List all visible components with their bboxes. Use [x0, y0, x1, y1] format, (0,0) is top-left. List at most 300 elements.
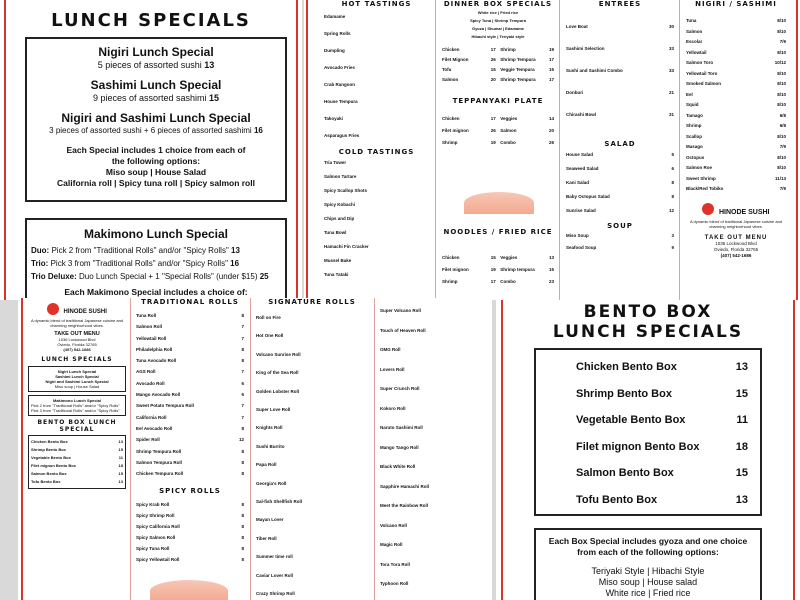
spicy-list [136, 499, 244, 565]
bento-item-label: Tofu Bento Box [576, 493, 658, 506]
grid-cell [442, 113, 496, 125]
nigiri-price: 7/9 [779, 144, 786, 149]
entree-price: 33 [668, 46, 674, 51]
nigiri-label: Escolar [686, 39, 703, 44]
nigiri-label: Yellowtail [686, 49, 707, 55]
grid-cell [442, 125, 496, 137]
spicy-roll [136, 499, 244, 510]
mini-bento [31, 438, 123, 446]
sun-logo-icon [702, 203, 714, 215]
mini-bento [31, 446, 123, 454]
grid-price: 15 [548, 267, 554, 272]
trad-roll-price: 7 [241, 335, 244, 341]
lunch-specials-page [0, 0, 302, 300]
nigiri-label: Shrimp [686, 123, 702, 128]
cold-item: Tuna Tataki [324, 272, 349, 277]
special-2-price: 15 [209, 93, 220, 103]
noodle-grid [442, 252, 554, 288]
mini-bento [31, 478, 123, 486]
sig-roll: Papa Roll [256, 462, 277, 468]
bento-item [576, 487, 748, 514]
trad-roll [136, 400, 244, 411]
cold-item: Hamachi Fin Cracker [324, 244, 369, 249]
sig2-roll: Meet the Rainbow Roll [380, 503, 429, 508]
sig-roll: Crazy Shrimp Roll [256, 591, 295, 597]
trio-price: 16 [230, 259, 240, 268]
mini-bento [31, 454, 123, 462]
nigiri [686, 90, 786, 101]
sig2-roll: Super Crunch Roll [380, 386, 420, 391]
sig2-roll: Mango Tango Roll [380, 444, 419, 450]
mini-mak-1: Pick 2 from "Traditional Rolls" and/or "Spicy Rolls" [31, 403, 120, 408]
spicy-roll [136, 543, 244, 554]
spicy-roll [136, 532, 244, 543]
nigiri-price: 8/10 [777, 28, 786, 34]
sig-roll: Georgia's Roll [256, 480, 287, 486]
hot-item: Avocado Fries [324, 65, 355, 70]
mini-tagline: A dynamic blend of traditional Japanese cuisine and charming neighborhood vibes. [30, 318, 124, 328]
hot-item: Asparagus Fries [324, 133, 360, 138]
salad [566, 148, 674, 162]
trad-roll [136, 344, 244, 355]
trad-roll-label: Shrimp Tempura Roll [136, 448, 182, 454]
duo-price: 13 [231, 246, 240, 255]
entree-list [566, 16, 674, 126]
trad-roll-label: Mango Avocado Roll [136, 392, 181, 398]
salad-title: SALAD [604, 140, 636, 148]
special-2-name: Sashimi Lunch Special [90, 78, 222, 92]
dinner-title: DINNER BOX SPECIALS [443, 0, 553, 8]
entree-price: 21 [668, 90, 674, 95]
makimono-note: Each Makimono Special includes a choice of: [64, 287, 248, 297]
hot-item: Edamame [324, 14, 346, 19]
grid-item: Chicken [442, 255, 460, 260]
salad-price: 6 [671, 166, 674, 171]
nigiri-label: Scallop [686, 133, 703, 139]
salad [566, 176, 674, 190]
hot-item: Crab Rangoon [324, 82, 355, 87]
sig-roll: Hot One Roll [256, 333, 284, 339]
spicy-roll-label: Spicy Krab Roll [136, 502, 170, 508]
sig2-roll: Super Volcano Roll [380, 308, 421, 313]
trad-roll [136, 321, 244, 332]
salad-price: 8 [671, 194, 674, 199]
mini-addr-1: 1036 Lockwood Blvd [58, 337, 96, 342]
nigiri [686, 132, 786, 143]
trad-list [136, 310, 244, 479]
brand-tagline: A dynamic blend of traditional Japanese cuisine and charming neighborhood vibes. [689, 218, 783, 229]
bento-list-box [534, 348, 762, 516]
dinner-opt-2: Spicy Tuna | Shrimp Tempura [470, 18, 526, 23]
grid-row [442, 252, 554, 264]
salad-price: 5 [671, 152, 674, 157]
special-3-name: Nigiri and Sashimi Lunch Special [61, 111, 251, 125]
trad-roll-price: 8 [241, 448, 244, 454]
trad-roll-label: Tuna Roll [136, 313, 157, 318]
dinner-column [442, 0, 554, 284]
trad-roll [136, 366, 244, 377]
mini-addr-2: Oviedo, Florida 32765 [57, 342, 97, 347]
sig2-roll: Tora Tora Roll [380, 561, 410, 567]
nigiri [686, 16, 786, 27]
trad-roll-price: 8 [241, 313, 244, 318]
nigiri [686, 163, 786, 174]
nigiri-label: Squid [686, 102, 699, 107]
nigiri-price: 10/12 [774, 60, 786, 65]
bento-item-price: 15 [735, 467, 748, 479]
signature-column [256, 298, 368, 600]
mini-bento-label: Chicken Bento Box [31, 439, 68, 444]
duo-label: Duo: [31, 246, 50, 255]
spicy-roll-label: Spicy Yellowtail Roll [136, 557, 180, 563]
soup-list [566, 230, 674, 254]
sig2-roll: Naruto Sashimi Roll [380, 425, 423, 430]
grid-cell [500, 113, 554, 125]
trad-roll-label: Spider Roll [136, 437, 160, 443]
grid-price: 15 [548, 67, 554, 72]
sig-roll: Summer time roll [256, 554, 293, 560]
spicy-roll-price: 8 [241, 557, 244, 563]
grid-cell [442, 75, 496, 85]
grid-price: 26 [490, 57, 496, 62]
special-2-desc: 9 pieces of assorted sashimi [92, 93, 207, 103]
grid-price: 15 [490, 255, 496, 260]
sig2-roll: Sapphire Hamachi Roll [380, 483, 430, 489]
trad-roll-price: 6 [241, 392, 244, 398]
bento-item-label: Salmon Bento Box [576, 467, 674, 479]
bento-item [576, 434, 748, 461]
phone: (407) 542-1686 [720, 252, 752, 258]
trad-roll-label: Avocado Roll [136, 380, 165, 386]
bento-page [496, 300, 800, 600]
grid-row [442, 276, 554, 288]
salad-price: 8 [671, 180, 674, 185]
mini-takeout: TAKE OUT MENU [54, 331, 100, 337]
dinner-opt-3: Gyoza | Shumai | Edamame [471, 26, 525, 31]
entrees-column [566, 0, 674, 254]
grid-cell [442, 55, 496, 65]
sig-roll: Tiber Roll [256, 535, 277, 541]
nigiri-price: 11/13 [774, 175, 786, 181]
salad-label: Sunrise Salad [566, 208, 596, 213]
dinner-grid [442, 45, 554, 85]
rolls-image [150, 580, 228, 600]
mini-bento-price: 13 [118, 479, 123, 484]
nigiri-price: 8/10 [777, 18, 786, 23]
cold-item: Tuna Bowl [324, 230, 347, 235]
grid-cell [500, 65, 554, 75]
bento-opt-3: White rice | Fried rice [605, 588, 691, 598]
grid-cell [500, 264, 554, 276]
grid-item: Filet Mignon [442, 57, 469, 62]
nigiri-label: Eel [686, 91, 693, 97]
mini-column [28, 300, 126, 489]
lunch-specials-box [25, 37, 287, 202]
trio-deluxe-desc: Duo Lunch Special + 1 "Special Rolls" (under $15) [79, 272, 258, 281]
rolls-menu-page [18, 298, 492, 600]
nigiri [686, 48, 786, 59]
mini-bento-price: 15 [118, 471, 123, 476]
trad-roll-price: 6 [241, 380, 244, 386]
grid-item: Combo [500, 279, 516, 284]
signature-column-2 [380, 298, 486, 594]
bento-note-box [534, 528, 762, 600]
mini-bento-label: Shrimp Bento Box [31, 447, 66, 452]
hot-item: Takoyaki [324, 116, 343, 121]
sig-roll: Sushi Burrito [256, 443, 285, 449]
mini-lunch-title: LUNCH SPECIALS [41, 356, 113, 363]
sig-title: SIGNATURE ROLLS [268, 298, 356, 306]
nigiri-title: NIGIRI / SASHIMI [695, 0, 777, 8]
noodles-title: NOODLES / FRIED RICE [443, 228, 553, 236]
mini-lunch-box [28, 366, 126, 392]
grid-price: 17 [548, 57, 554, 62]
sig-roll: Volcano Sunrise Roll [256, 351, 301, 357]
grid-item: Filet mignon [442, 267, 469, 272]
spicy-roll-label: Spicy Salmon Roll [136, 535, 176, 541]
grid-item: Veggie Tempura [500, 67, 535, 72]
cold-list [324, 156, 429, 282]
trad-roll-price: 7 [241, 369, 244, 375]
nigiri [686, 111, 786, 122]
special-1-name: Nigiri Lunch Special [98, 45, 214, 59]
nigiri [686, 69, 786, 80]
dinner-opt-1: White rice | Fried rice [477, 10, 519, 15]
sig2-roll: Magic Roll [380, 542, 403, 547]
spicy-roll-price: 8 [241, 524, 244, 530]
mini-bento-box [28, 435, 126, 489]
grid-row [442, 45, 554, 55]
trad-roll [136, 333, 244, 344]
grid-item: Chicken [442, 116, 460, 121]
grid-price: 13 [548, 255, 554, 260]
sig-roll: Golden Lobster Roll [256, 388, 300, 394]
entree-label: Sashimi Selection [566, 46, 605, 51]
trad-roll [136, 457, 244, 468]
nigiri-price: 7/9 [779, 39, 786, 44]
options-1: Miso soup | House Salad [105, 167, 207, 177]
tastings-column [324, 0, 429, 282]
soup-title: SOUP [607, 222, 633, 230]
spicy-roll [136, 554, 244, 565]
mini-bento-price: 13 [118, 439, 123, 444]
soup-price: 3 [671, 233, 674, 238]
rolls-column [136, 298, 244, 565]
grid-item: Tofu [442, 67, 452, 72]
grid-cell [500, 137, 554, 149]
grid-cell [500, 125, 554, 137]
salad [566, 162, 674, 176]
trad-roll [136, 446, 244, 457]
hot-item: Dumpling [324, 48, 345, 53]
duo-desc: Pick 2 from "Traditional Rolls" and/or "Spicy Rolls" [51, 246, 229, 255]
trad-roll-label: Salmon Roll [136, 324, 163, 330]
bento-item [576, 381, 748, 408]
mini-bento-label: Tofu Bento Box [31, 479, 61, 484]
grid-item: Shrimp [442, 140, 458, 145]
trio-desc: Pick 3 from "Traditional Rolls" and/or "Spicy Rolls" [50, 259, 228, 268]
address-1: 1036 Lockwood Blvd [715, 240, 757, 246]
hot-title: HOT TASTINGS [341, 0, 412, 8]
hot-item: Spring Rolls [324, 31, 351, 36]
grid-row [442, 75, 554, 85]
trad-roll [136, 434, 244, 445]
nigiri-column [686, 0, 786, 259]
grid-row [442, 65, 554, 75]
bento-item [576, 460, 748, 487]
grid-price: 19 [490, 267, 496, 272]
grid-item: Shrimp [442, 279, 458, 284]
cold-item: Tria Tower [324, 160, 347, 165]
dinner-menu-page [304, 0, 800, 300]
nigiri [686, 100, 786, 111]
grid-price: 20 [490, 77, 496, 82]
trad-roll-label: Tuna Avocado Roll [136, 358, 177, 364]
nigiri [686, 58, 786, 69]
trad-roll-price: 8 [241, 346, 244, 352]
grid-price: 17 [548, 77, 554, 82]
bento-item-label: Vegetable Bento Box [576, 414, 686, 426]
grid-cell [500, 75, 554, 85]
trad-roll [136, 310, 244, 321]
sig-roll: King of the Sea Roll [256, 370, 299, 376]
dinner-opt-4: Hibachi style | Teriyaki style [471, 34, 525, 39]
trad-roll [136, 355, 244, 366]
grid-cell [500, 55, 554, 65]
mini-bento-label: Vegetable Bento Box [31, 455, 71, 460]
nigiri [686, 121, 786, 132]
nigiri-label: Black/Red Tobiko [686, 186, 724, 191]
spicy-title: SPICY ROLLS [159, 487, 221, 496]
spicy-roll-label: Spicy California Roll [136, 524, 180, 530]
bento-item [576, 407, 748, 434]
trad-roll [136, 412, 244, 423]
nigiri-label: Octopus [686, 154, 705, 160]
grid-row [442, 264, 554, 276]
nigiri [686, 184, 786, 195]
nigiri-price: 8/10 [777, 102, 786, 107]
mini-mak-2: Pick 3 from "Traditional Rolls" and/or "Spicy Rolls" [31, 408, 120, 413]
bento-item-price: 11 [736, 414, 748, 426]
spicy-roll-label: Spicy Shrimp Roll [136, 513, 175, 519]
hot-list [324, 8, 429, 144]
sig-roll: Caviar Lover Roll [256, 572, 294, 578]
salad [566, 190, 674, 204]
mini-bento-price: 18 [118, 463, 123, 468]
bento-item-price: 15 [735, 387, 748, 400]
address-2: Oviedo, Florida 32765 [713, 246, 759, 252]
sig-roll: Super Love Roll [256, 407, 291, 413]
bento-item-label: Chicken Bento Box [576, 361, 677, 373]
nigiri-list [686, 16, 786, 195]
grid-cell [442, 252, 496, 264]
grid-price: 23 [548, 279, 554, 284]
teppan-title: TEPPANYAKI PLATE [452, 97, 544, 105]
trad-roll-price: 7 [241, 324, 244, 330]
grid-row [442, 125, 554, 137]
salad [566, 204, 674, 218]
bento-opt-1: Teriyaki Style | Hibachi Style [591, 566, 705, 576]
sig2-roll: OMG Roll [380, 347, 401, 352]
nigiri [686, 142, 786, 153]
sig-roll: Mayan Lover [256, 517, 284, 523]
grid-cell [500, 252, 554, 264]
spicy-roll-price: 8 [241, 502, 244, 508]
makimono-title: Makimono Lunch Special [83, 227, 229, 241]
brand-name: HINODE SUSHI [718, 208, 770, 216]
grid-cell [442, 137, 496, 149]
grid-price: 17 [490, 116, 496, 121]
nigiri-label: Tamago [686, 112, 703, 118]
trio-deluxe-label: Trio Deluxe: [31, 272, 77, 281]
mini-bento [31, 462, 123, 470]
nigiri-price: 6/8 [779, 112, 786, 118]
grid-price: 17 [490, 47, 496, 52]
cold-item: Spicy Scallop Shots [324, 188, 368, 193]
grid-item: Filet mignon [442, 128, 469, 133]
entree [566, 104, 674, 126]
mini-bento-label: Filet mignon Bento Box [31, 463, 76, 468]
nigiri-price: 8/10 [777, 81, 786, 86]
trad-roll-price: 12 [238, 437, 244, 443]
entree-price: 30 [668, 24, 674, 29]
nigiri-label: Salmon Roe [686, 165, 713, 170]
mini-bento-price: 15 [118, 447, 123, 452]
trad-roll-label: AGS Roll [136, 369, 156, 375]
mini-bento-title: BENTO BOX LUNCH SPECIAL [37, 419, 117, 433]
trad-roll [136, 468, 244, 479]
mini-special-2: Sashimi Lunch Special [55, 374, 99, 379]
trad-roll-label: California Roll [136, 414, 167, 420]
entree-label: Sushi and Sashimi Combo [566, 68, 623, 73]
bento-item-price: 13 [735, 493, 748, 506]
bento-item-price: 18 [735, 440, 748, 453]
mini-makimono-box [28, 395, 126, 416]
nigiri-price: 7/9 [779, 186, 786, 191]
grid-item: Shrimp [500, 47, 516, 52]
sig2-list [380, 301, 486, 594]
spicy-roll-price: 8 [241, 513, 244, 519]
nigiri-label: Masago [686, 144, 703, 149]
entree [566, 38, 674, 60]
grid-cell [500, 45, 554, 55]
grid-price: 26 [548, 140, 554, 145]
special-1-price: 13 [204, 60, 215, 70]
nigiri-price: 6/8 [779, 123, 786, 128]
special-3-desc: 3 pieces of assorted sushi + 6 pieces of assorted sashimi [49, 126, 252, 135]
mini-bento-price: 11 [118, 455, 123, 460]
trad-roll [136, 423, 244, 434]
trio-deluxe-price: 25 [259, 272, 269, 281]
grid-cell [442, 45, 496, 55]
salad-label: Kani Salad [566, 180, 590, 185]
grid-price: 26 [490, 128, 496, 133]
nigiri-label: Salmon [686, 28, 703, 34]
grid-cell [442, 264, 496, 276]
bento-item-label: Shrimp Bento Box [576, 387, 672, 400]
grid-item: Shrimp Tempura [500, 77, 536, 82]
nigiri-label: Sweet Shrimp [686, 175, 716, 181]
sig2-roll: Typhoon Roll [380, 581, 409, 586]
entree [566, 82, 674, 104]
grid-item: Veggies [500, 116, 518, 121]
spicy-roll-price: 8 [241, 546, 244, 552]
grid-item: Veggies [500, 255, 518, 260]
trad-roll-price: 7 [241, 414, 244, 420]
trad-roll-label: Eel Avocado Roll [136, 425, 173, 431]
entree [566, 16, 674, 38]
trad-roll-price: 8 [241, 425, 244, 431]
